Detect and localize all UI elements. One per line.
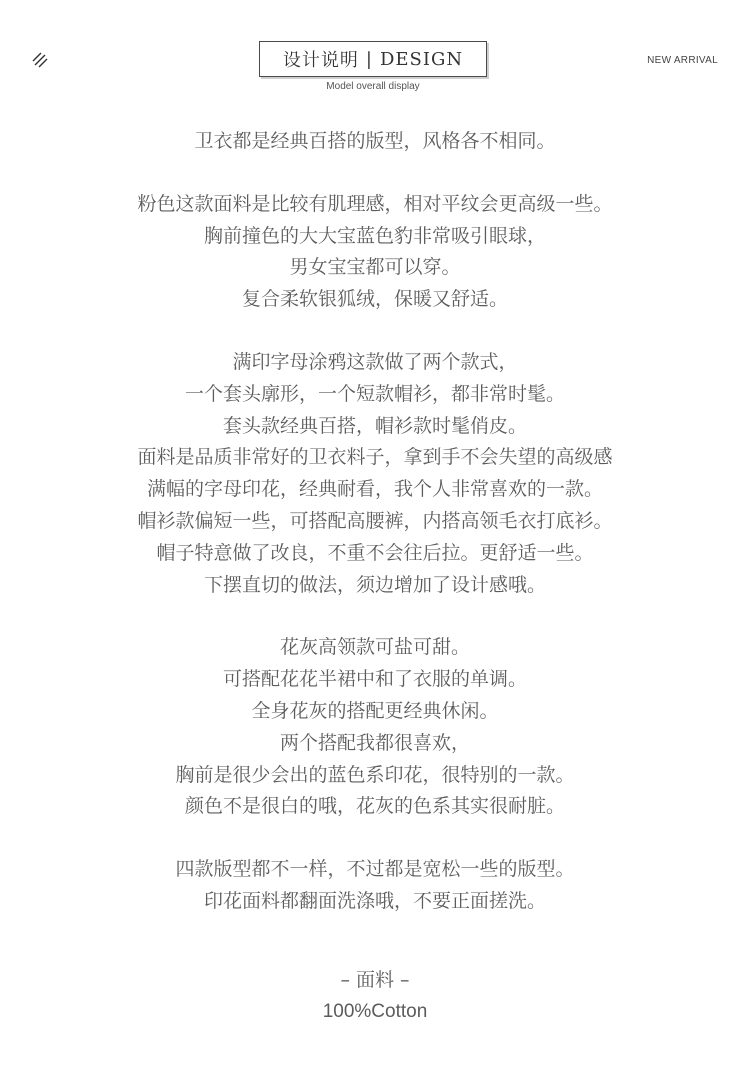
text-line: 颜色不是很白的哦，花灰的色系其实很耐脏。 [184, 795, 565, 818]
material-value: 100%Cotton [322, 1001, 428, 1022]
paragraph [0, 854, 750, 918]
text-line: 两个搭配我都很喜欢， [279, 731, 470, 754]
text-line: 男女宝宝都可以穿。 [289, 256, 461, 279]
text-line: 一个套头廓形，一个短款帽衫，都非常时髦。 [184, 382, 565, 405]
text-line: 花灰高领款可盐可甜。 [279, 636, 470, 659]
design-description [0, 126, 750, 949]
text-line: 胸前是很少会出的蓝色系印花，很特别的一款。 [175, 763, 575, 786]
text-line: 可搭配花花半裙中和了衣服的单调。 [222, 668, 527, 691]
text-line: 套头款经典百搭，帽衫款时髦俏皮。 [222, 414, 527, 437]
title-separator: | [365, 48, 373, 70]
title-en: DESIGN [379, 48, 464, 70]
text-line: 复合柔软银狐绒，保暖又舒适。 [241, 288, 508, 311]
paragraph [0, 126, 750, 158]
paragraph [0, 632, 750, 823]
text-line: 胸前撞色的大大宝蓝色豹非常吸引眼球， [203, 224, 546, 247]
new-arrival-label: NEW ARRIVAL [647, 55, 718, 66]
section-subtitle: Model overall display [326, 81, 420, 92]
text-line: 面料是品质非常好的卫衣料子，拿到手不会失望的高级感 [137, 446, 613, 469]
section-title [259, 41, 487, 77]
diagonal-lines-icon [32, 52, 48, 68]
text-line: 满印字母涂鸦这款做了两个款式， [232, 350, 518, 373]
paragraph [0, 347, 750, 601]
text-line: 全身花灰的搭配更经典休闲。 [251, 699, 499, 722]
title-cn: 设计说明 [282, 50, 359, 71]
text-line: 满幅的字母印花，经典耐看，我个人非常喜欢的一款。 [146, 478, 603, 501]
text-line: 帽衫款偏短一些，可搭配高腰裤，内搭高领毛衣打底衫。 [137, 509, 613, 532]
text-line: 四款版型都不一样，不过都是宽松一些的版型。 [175, 858, 575, 881]
text-line: 下摆直切的做法，须边增加了设计感哦。 [203, 573, 546, 596]
paragraph [0, 189, 750, 316]
material-label: – 面料 – [340, 969, 410, 991]
text-line: 卫衣都是经典百搭的版型，风格各不相同。 [194, 130, 556, 152]
text-line: 印花面料都翻面洗涤哦，不要正面搓洗。 [203, 889, 546, 912]
text-line: 帽子特意做了改良，不重不会往后拉。更舒适一些。 [156, 541, 594, 564]
text-line: 粉色这款面料是比较有肌理感，相对平纹会更高级一些。 [137, 192, 613, 215]
